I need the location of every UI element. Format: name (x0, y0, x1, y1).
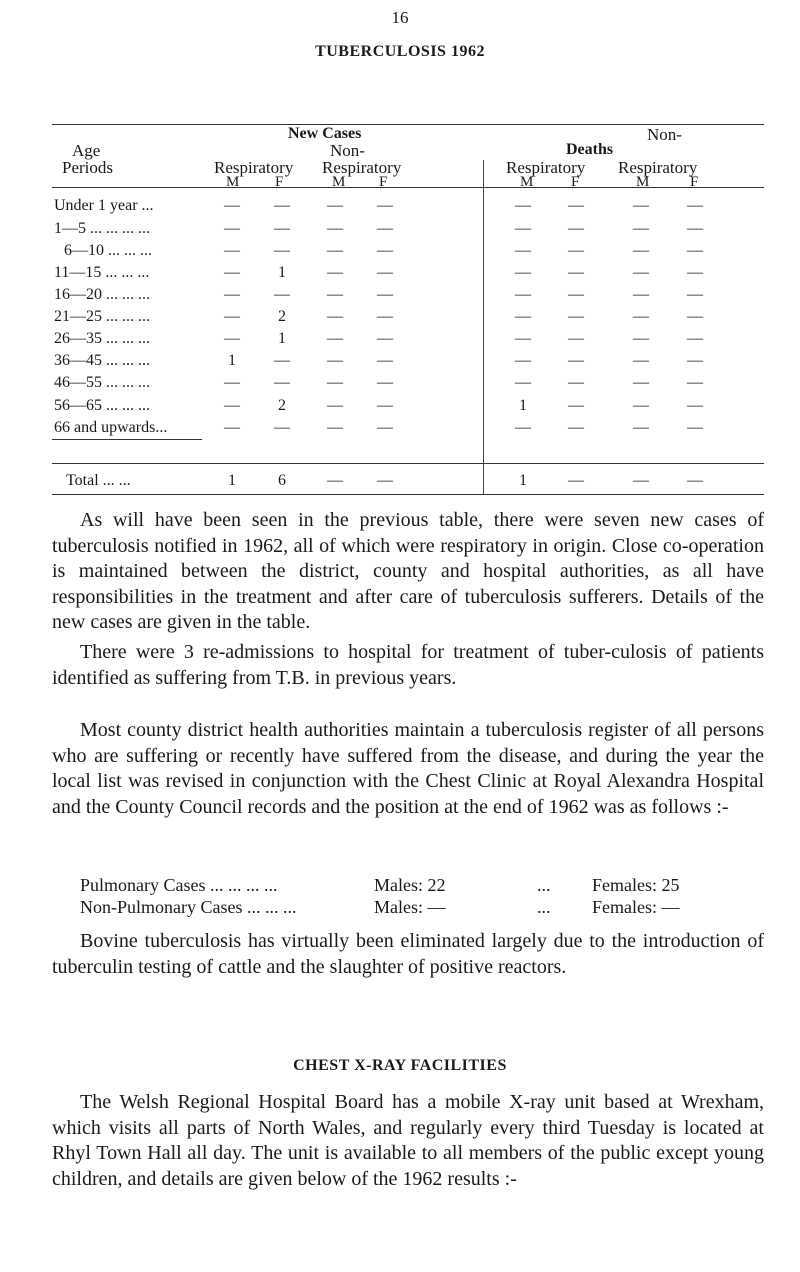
paragraph-readmissions: There were 3 re-admissions to hospital for treatment of tuber-culosis of patients identified as suffering from T.B. in previous years. (52, 641, 764, 689)
upwards-underline (52, 439, 202, 440)
cell: — (327, 308, 343, 325)
cell: — (515, 286, 531, 303)
col-f-1: F (275, 174, 284, 190)
cell: — (633, 197, 649, 214)
cell: — (687, 472, 703, 489)
row-label: 1—5 ... ... ... ... (54, 220, 150, 237)
cell: — (224, 264, 240, 281)
cell: — (377, 197, 393, 214)
cell: — (633, 308, 649, 325)
cell: — (377, 264, 393, 281)
cell: — (568, 397, 584, 414)
col-f-3: F (571, 174, 580, 190)
table-row (52, 308, 764, 326)
cell: — (515, 330, 531, 347)
row-label: 26—35 ... ... ... (54, 330, 150, 347)
cell: — (327, 220, 343, 237)
register-non-pulmonary-dots: ... (537, 897, 551, 917)
cell: — (377, 308, 393, 325)
cell: — (515, 264, 531, 281)
cell: — (687, 330, 703, 347)
register-non-pulmonary-males: Males: — (374, 897, 446, 917)
deaths-header: Deaths (566, 141, 614, 158)
cell: — (327, 397, 343, 414)
table-row (52, 286, 764, 304)
cell: — (633, 264, 649, 281)
deaths-respiratory-header: Respiratory (506, 158, 586, 177)
cell: — (274, 352, 290, 369)
cell: — (377, 286, 393, 303)
cell: — (568, 308, 584, 325)
cell: 1 (519, 397, 527, 414)
cell: — (687, 220, 703, 237)
cell: — (327, 286, 343, 303)
cell: — (377, 242, 393, 259)
cell: — (515, 197, 531, 214)
page-title: TUBERCULOSIS 1962 (315, 43, 485, 60)
cell: — (224, 419, 240, 436)
chest-xray-heading: CHEST X-RAY FACILITIES (293, 1057, 507, 1074)
register-non-pulmonary-label: Non-Pulmonary Cases ... ... ... (80, 897, 297, 917)
cell: — (568, 419, 584, 436)
table-row (52, 264, 764, 282)
cell: — (515, 242, 531, 259)
cell: — (327, 197, 343, 214)
paragraph-new-cases: As will have been seen in the previous table, there were seven new cases of tuberculosis notified in 1962, all of which were respiratory in origin. Close co-operation is maintained between the district, county and hospital authorities, as all have responsibilities in the treatment and after care of tuberculosis sufferers. Details of the new cases are given in the table. (52, 509, 764, 633)
cell: — (327, 264, 343, 281)
row-label: 36—45 ... ... ... (54, 352, 150, 369)
cell: — (633, 286, 649, 303)
cell: — (633, 419, 649, 436)
cell: — (274, 286, 290, 303)
cell: — (633, 220, 649, 237)
register-pulmonary-label: Pulmonary Cases ... ... ... ... (80, 875, 278, 895)
deaths-non-respiratory-header: Respiratory (618, 158, 698, 177)
cell: — (327, 472, 343, 489)
page-number: 16 (391, 8, 409, 27)
cell: 1 (278, 330, 286, 347)
cell: — (224, 286, 240, 303)
cell: — (224, 242, 240, 259)
cell: 1 (519, 472, 527, 489)
cell: — (687, 242, 703, 259)
total-label: Total ... ... (66, 472, 131, 489)
cell: — (515, 308, 531, 325)
header-bottom-rule (52, 187, 764, 188)
cell: — (568, 472, 584, 489)
cell: — (687, 264, 703, 281)
cell: — (274, 374, 290, 391)
cell: — (568, 330, 584, 347)
col-f-2: F (379, 174, 388, 190)
cell: — (633, 397, 649, 414)
total-row (52, 472, 764, 490)
register-non-pulmonary-females: Females: — (592, 897, 680, 917)
cell: — (224, 374, 240, 391)
row-label: 66 and upwards... (54, 419, 168, 436)
paragraph-register: Most county district health authorities maintain a tuberculosis register of all persons who are suffering or recently have suffered from the disease, and during the year the local list was revised in conjunction with the Chest Clinic at Royal Alexandra Hospital and the County Council records and the position at the end of 1962 was as follows :- (52, 719, 764, 818)
cell: — (687, 197, 703, 214)
table-row (52, 197, 764, 215)
non-respiratory-top: Non- (330, 141, 365, 160)
cell: 2 (278, 308, 286, 325)
row-label: 46—55 ... ... ... (54, 374, 150, 391)
cell: 1 (228, 472, 236, 489)
cell: — (687, 286, 703, 303)
paragraph-xray: The Welsh Regional Hospital Board has a mobile X-ray unit based at Wrexham, which visits all parts of North Wales, and regularly every third Tuesday is located at Rhyl Town Hall all day. The unit is available to all members of the public except young children, and details are given below of the 1962 results :- (52, 1091, 764, 1190)
cell: — (377, 397, 393, 414)
cell: — (687, 397, 703, 414)
cell: — (327, 330, 343, 347)
cell: — (377, 220, 393, 237)
age-header: Age (72, 141, 101, 160)
cell: — (568, 242, 584, 259)
cell: — (515, 220, 531, 237)
table-row (52, 330, 764, 348)
new-cases-header: New Cases (288, 125, 362, 142)
cell: — (377, 419, 393, 436)
col-f-4: F (690, 174, 699, 190)
table-row (52, 397, 764, 415)
cell: — (568, 220, 584, 237)
col-m-1: M (226, 174, 240, 190)
cell: — (633, 352, 649, 369)
register-pulmonary-males: Males: 22 (374, 875, 446, 895)
table-row (52, 352, 764, 370)
cell: — (224, 220, 240, 237)
respiratory-header: Respiratory (214, 158, 294, 177)
register-pulmonary-females: Females: 25 (592, 875, 680, 895)
cell: — (327, 352, 343, 369)
cell: — (515, 419, 531, 436)
cell: — (515, 352, 531, 369)
cell: — (568, 264, 584, 281)
cell: — (687, 352, 703, 369)
table-row (52, 242, 764, 260)
cell: — (568, 197, 584, 214)
table-row (52, 220, 764, 238)
row-label: 16—20 ... ... ... (54, 286, 150, 303)
table-row (52, 374, 764, 392)
row-label: 21—25 ... ... ... (54, 308, 150, 325)
cell: 2 (278, 397, 286, 414)
cell: — (274, 220, 290, 237)
cell: 6 (278, 472, 286, 489)
cell: — (568, 374, 584, 391)
cell: — (377, 472, 393, 489)
table-row (52, 419, 764, 437)
non-respiratory-header: Respiratory (322, 158, 402, 177)
col-m-2: M (332, 174, 346, 190)
cell: — (327, 242, 343, 259)
cell: — (377, 352, 393, 369)
cell: — (568, 286, 584, 303)
cell: — (515, 374, 531, 391)
cell: — (687, 374, 703, 391)
deaths-non-respiratory-top: Non- (647, 125, 682, 144)
row-label: 11—15 ... ... ... (54, 264, 150, 281)
cell: — (633, 242, 649, 259)
col-m-4: M (636, 174, 650, 190)
table-bottom-rule (52, 494, 764, 495)
cell: — (377, 374, 393, 391)
cell: 1 (278, 264, 286, 281)
periods-header: Periods (62, 158, 113, 177)
cell: — (568, 352, 584, 369)
row-label: 56—65 ... ... ... (54, 397, 150, 414)
cell: — (633, 330, 649, 347)
cell: — (327, 419, 343, 436)
row-label: 6—10 ... ... ... (64, 242, 152, 259)
cell: 1 (228, 352, 236, 369)
col-m-3: M (520, 174, 534, 190)
paragraph-bovine: Bovine tuberculosis has virtually been eliminated largely due to the introduction of tuberculin testing of cattle and the slaughter of positive reactors. (52, 930, 764, 978)
cell: — (274, 242, 290, 259)
cell: — (633, 374, 649, 391)
cell: — (327, 374, 343, 391)
cell: — (224, 397, 240, 414)
cell: — (224, 197, 240, 214)
cell: — (687, 419, 703, 436)
total-top-rule (52, 463, 764, 464)
row-label: Under 1 year ... (54, 197, 154, 214)
cell: — (224, 308, 240, 325)
cell: — (377, 330, 393, 347)
cell: — (687, 308, 703, 325)
register-pulmonary-dots: ... (537, 875, 551, 895)
cell: — (274, 197, 290, 214)
cell: — (633, 472, 649, 489)
cell: — (224, 330, 240, 347)
cell: — (274, 419, 290, 436)
